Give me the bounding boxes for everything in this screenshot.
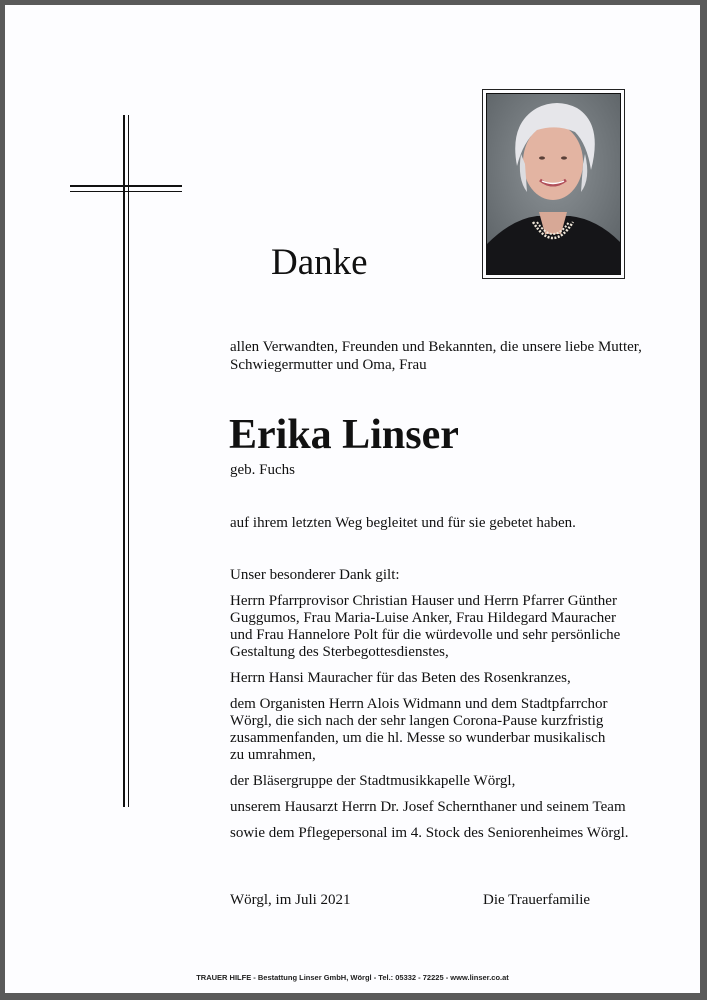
cross-line [128, 115, 129, 807]
accompanied-text: auf ihrem letzten Weg begleitet und für sie gebetet haben. [230, 515, 576, 531]
thanks-3-line-4: zu umrahmen, [230, 747, 316, 763]
birth-name: geb. Fuchs [230, 462, 295, 478]
thanks-4-line-1: der Bläsergruppe der Stadtmusikkapelle Wörgl, [230, 773, 516, 789]
intro-line-2: Schwiegermutter und Oma, Frau [230, 357, 427, 373]
thanks-1-line-1: Herrn Pfarrprovisor Christian Hauser und Herrn Pfarrer Günther [230, 593, 617, 609]
heading-danke: Danke [271, 242, 368, 283]
special-thanks-heading: Unser besonderer Dank gilt: [230, 567, 400, 583]
thanks-2-line-1: Herrn Hansi Mauracher für das Beten des Rosenkranzes, [230, 670, 571, 686]
thanks-5-line-1: unserem Hausarzt Herrn Dr. Josef Schernthaner und seinem Team [230, 799, 626, 815]
portrait-frame [482, 89, 625, 279]
thanks-3-line-3: zusammenfanden, um die hl. Messe so wunderbar musikalisch [230, 730, 606, 746]
cross-bar [70, 185, 182, 187]
footer-funeral-home: TRAUER HILFE - Bestattung Linser GmbH, Wörgl - Tel.: 05332 - 72225 - www.linser.co.at [196, 973, 509, 982]
thanks-3-line-1: dem Organisten Herrn Alois Widmann und dem Stadtpfarrchor [230, 696, 608, 712]
signature: Die Trauerfamilie [483, 892, 591, 908]
cross-bar-thin [70, 191, 182, 192]
memorial-card [5, 5, 700, 993]
thanks-6-line-1: sowie dem Pflegepersonal im 4. Stock des Seniorenheimes Wörgl. [230, 825, 629, 841]
thanks-1-line-4: Gestaltung des Sterbegottesdienstes, [230, 644, 449, 660]
portrait-photo [486, 93, 621, 275]
cross-icon [123, 115, 125, 807]
thanks-1-line-3: und Frau Hannelore Polt für die würdevolle und sehr persönliche [230, 627, 621, 643]
thanks-3-line-2: Wörgl, die sich nach der sehr langen Corona-Pause kurzfristig [230, 713, 604, 729]
thanks-1-line-2: Guggumos, Frau Maria-Luise Anker, Frau Hildegard Mauracher [230, 610, 616, 626]
intro-line-1: allen Verwandten, Freunden und Bekannten, die unsere liebe Mutter, [230, 339, 642, 355]
deceased-name: Erika Linser [229, 412, 459, 458]
place-date: Wörgl, im Juli 2021 [230, 892, 351, 908]
